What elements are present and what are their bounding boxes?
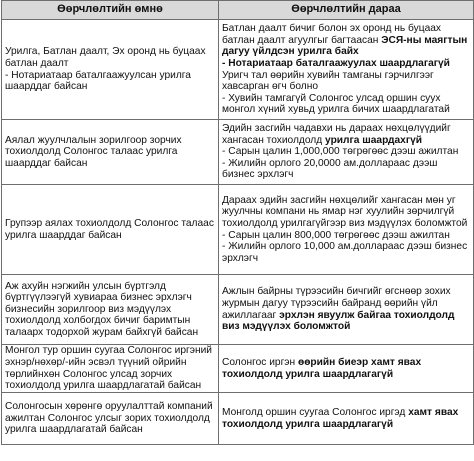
- after-bold-text: урилга шаардахгүй: [325, 134, 423, 146]
- table-row: [2, 275, 474, 345]
- table-row: [2, 120, 474, 185]
- after-text: - Сарын цалин 800,000 төгрөгөөс дээш ажилтан: [222, 229, 450, 241]
- after-paragraph: [222, 58, 470, 70]
- after-paragraph: [222, 158, 470, 181]
- before-text: Групээр аялах тохиолдолд Солонгос талаас урилга шаарддаг байсан: [5, 217, 214, 241]
- after-text: Эдийн засгийн чадавхи нь дараах нөхцөлүүдийг хангасан тохиолдолд: [222, 123, 451, 146]
- cell-after: [219, 20, 474, 120]
- cell-before: [2, 393, 219, 445]
- before-text: Урилга, Батлан даалт, Эх оронд нь буцаах батлан даалт: [5, 46, 206, 69]
- cell-before: [2, 275, 219, 345]
- after-text: - Жилийн орлого 20,0000 ам.доллараас дээш бизнес эрхлэгч: [222, 157, 438, 181]
- before-text: - Нотариатаар баталгаажуулсан урилга шаарддаг байсан: [5, 69, 191, 93]
- after-paragraph: [222, 230, 470, 242]
- cell-after: [219, 345, 474, 393]
- after-text: Батлан даалт бичиг болон эх оронд нь буцаах батлан даалт агуулгыг багтаасан: [222, 23, 442, 46]
- header-before: Өөрчлөлтийн өмнө: [2, 1, 219, 20]
- after-text: Ажлын байрны түрээсийн бичгийг өгснөөр зохих журмын дагуу түрээсийн байранд өөрийн үйл ажиллагааг: [222, 286, 451, 321]
- table-row: [2, 20, 474, 120]
- before-text: Аялал жуулчлалын зорилгоор зорчих тохиолдолд Солонгос талаас урилга шаарддаг байсан: [5, 134, 182, 169]
- after-paragraph: [222, 195, 470, 230]
- after-paragraph: [222, 146, 470, 158]
- after-text: Монголд оршин суугаа Солонгос иргэд: [222, 406, 409, 418]
- table-row: [2, 185, 474, 275]
- header-row: [2, 1, 474, 20]
- after-bold-text: хамт явах тохиолдолд урилга шаардлагагүй: [222, 406, 459, 430]
- before-text: Солонгосын хөрөнгө оруулалттай компаний ажилтан Солонгос улсыг зорих тохиолдолд урилга шаардлагатай байсан: [5, 401, 213, 436]
- after-paragraph: [222, 93, 470, 116]
- cell-after: [219, 120, 474, 185]
- after-text: - Хувийн тамгагүй Солонгос улсад оршин суух монгол хүний хувьд урилга бичих шаардлагатай: [222, 92, 450, 116]
- after-paragraph: [222, 23, 470, 58]
- after-bold-text: өөрийн биеэр хамт явах тохиолдолд урилга шаардлагагүй: [222, 356, 422, 380]
- before-text: Аж ахуйн нэгжийн улсын бүртгэлд бүртгүүлээгүй хувиараа бизнес эрхлэгч бизнесийн зорилгоор виз мэдүүлэх тохиолдолд холбогдох бичиг баримтын талаарх тодорхой журам байхгүй байсан: [5, 280, 199, 338]
- cell-after: [219, 185, 474, 275]
- after-text: Уригч тал өөрийн хувийн тамганы гэрчилгээг хавсарган өгч болно: [222, 69, 434, 93]
- after-text: Солонгос иргэн: [222, 356, 298, 368]
- after-text: - Жилийн орлого 10,000 ам.доллараас дээш бизнес эрхлэгч: [222, 241, 468, 264]
- cell-before: [2, 185, 219, 275]
- after-text: - Сарын цалин 1,000,000 төгрөгөөс дээш ажилтан: [222, 146, 459, 158]
- cell-before: [2, 120, 219, 185]
- after-paragraph: [222, 407, 470, 430]
- after-paragraph: [222, 357, 470, 380]
- table-row: [2, 345, 474, 393]
- after-text: Дараах эдийн засгийн нөхцөлийг хангасан мөн уг жуулчны компани нь ямар нэг хуулийн зөрчилгүй тохиолдолд урилгагүйгээр виз мэдүүлэх боломжтой: [222, 194, 468, 229]
- after-paragraph: [222, 286, 470, 332]
- cell-before: [2, 345, 219, 393]
- after-paragraph: [222, 241, 470, 264]
- cell-after: [219, 393, 474, 445]
- after-bold-text: - Нотариатаар баталгаажуулах шаардлагагүй: [222, 57, 450, 69]
- cell-after: [219, 275, 474, 345]
- after-paragraph: [222, 70, 470, 93]
- after-bold-text: эрхлэн явуулж байгаа тохиолдолд виз мэдүүлэх боломжтой: [222, 309, 455, 333]
- before-text: Монгол тур оршин суугаа Солонгос иргэний эхнэр/нөхөр/-ийн эсвэл түүний ойрийн төрлийнхөн Солонгос улсад зорчих тохиолдолд урилга шаардлагатай байсан: [5, 345, 212, 392]
- after-bold-text: ЭСЯ-ны маягтын дагуу үйлдсэн урилга байх: [222, 34, 468, 58]
- cell-before: [2, 20, 219, 120]
- header-after: Өөрчлөлтийн дараа: [219, 1, 474, 20]
- table-row: [2, 393, 474, 445]
- comparison-table: [1, 0, 474, 445]
- after-paragraph: [222, 123, 470, 146]
